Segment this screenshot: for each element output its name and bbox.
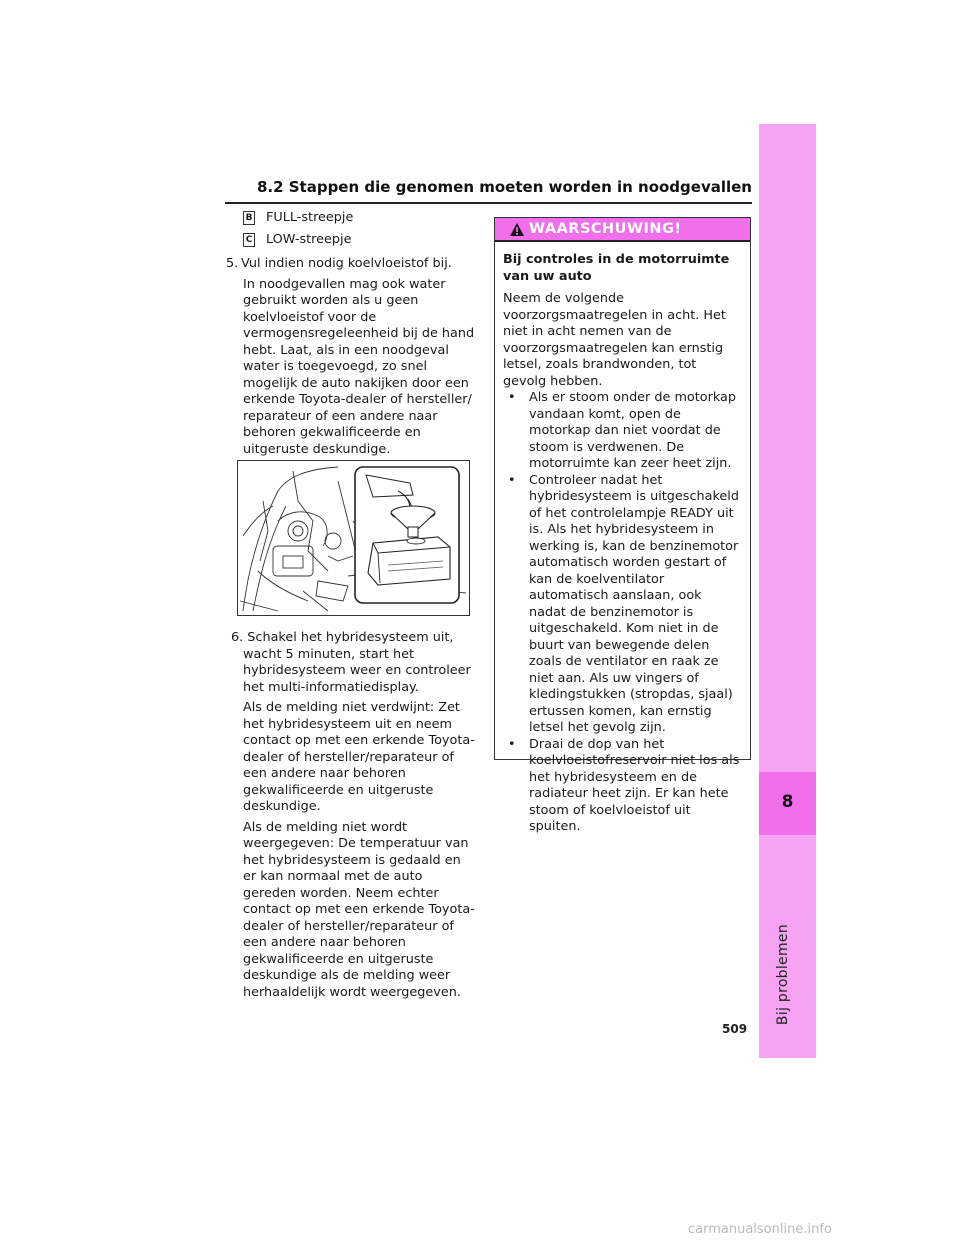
step-5-body: In noodgevallen mag ook water gebruikt worden als u geen koelvloeistof voor de vermogensregeleenheid bij de hand hebt. Laat, als in een noodgeval water is toegevoegd, zo snel mogelijk de auto nakijken door een erkende Toyota-dealer of hersteller/ reparateur of een andere naar behoren gekwalificeerde en uitgeruste deskundige. [243, 276, 475, 457]
warning-subtitle: Bij controles in de motorruimte van uw auto [503, 252, 730, 284]
step-6-paragraph-1: Als de melding niet verdwijnt: Zet het hybridesysteem uit en neem contact op met een erkende Toyota-dealer of hersteller/reparateur of een andere naar behoren gekwalificeerde en uitgeruste deskundige. [243, 700, 475, 814]
step-heading-text: Vul indien nodig koelvloeistof bij. [241, 256, 452, 271]
chapter-side-tab [759, 124, 816, 1058]
list-item [243, 230, 476, 250]
callout-badge-c: C [243, 233, 255, 247]
warning-body [495, 242, 750, 836]
step-number: 5. [226, 256, 239, 271]
list-item-text: FULL-streepje [266, 209, 354, 225]
chapter-number: 8 [781, 792, 794, 812]
bullet-text: Controleer nadat het hybridesysteem is uitgeschakeld of het controlelampje READY uit is. Als het hybridesysteem in werking is, kan de benzinemotor automatisch worden gestart of kan de koelventilator automatisch aanslaan, ook nadat de benzinemotor is uitgeschakeld. Kom niet in de buurt van bewegende delen zoals de ventilator en raak ze niet aan. Als uw vingers of kledingstukken (stropdas, sjaal) ertussen komen, kan ernstig letsel het gevolg zijn. [529, 472, 739, 735]
warning-triangle-icon [509, 222, 525, 237]
warning-header [495, 218, 750, 242]
step-5-heading [226, 256, 476, 273]
callout-badge-b: B [243, 211, 255, 225]
bullet-icon: • [508, 390, 516, 405]
list-item [503, 737, 742, 836]
warning-bullet-list [503, 390, 742, 836]
engine-bay-drawing-icon [238, 461, 469, 615]
bullet-text: Draai de dop van het koelvloeistofreservoir niet los als het hybridesysteem en de radiateur heet zijn. Er kan hete stoom of koelvloeistof uit spuiten. [529, 736, 740, 834]
engine-coolant-illustration [237, 460, 470, 616]
step-6 [231, 630, 476, 1001]
section-title: 8.2 Stappen die genomen moeten worden in noodgevallen [256, 178, 752, 196]
step-6-paragraph-2: Als de melding niet wordt weergegeven: De temperatuur van het hybridesysteem is gedaald en er kan normaal met de auto gereden worden. Neem echter contact op met een erkende Toyota-dealer of hersteller/reparateur of een andere naar behoren gekwalificeerde en uitgeruste deskundige als de melding weer herhaaldelijk wordt weergegeven. [243, 819, 475, 1000]
list-item-text: LOW-streepje [266, 231, 352, 247]
watermark: carmanualsonline.info [688, 1222, 832, 1237]
list-item [243, 208, 476, 228]
warning-title: WAARSCHUWING! [529, 221, 682, 237]
left-column [226, 206, 476, 458]
list-item [503, 473, 742, 737]
bullet-text: Als er stoom onder de motorkap vandaan komt, open de motorkap dan niet voordat de stoom is verdwenen. De motorruimte kan zeer heet zijn. [529, 390, 737, 471]
step-number: 6. [231, 630, 244, 645]
warning-box [494, 217, 751, 834]
bullet-icon: • [508, 472, 516, 488]
section-header [225, 178, 752, 204]
bullet-icon: • [508, 736, 516, 752]
step-6-heading [231, 630, 476, 696]
step-heading-text: Schakel het hybridesysteem uit, wacht 5 minuten, start het hybridesysteem weer en controleer het multi-informatiedisplay. [243, 630, 471, 695]
warning-intro: Neem de volgende voorzorgsmaatregelen in acht. Het niet in acht nemen van de voorzorgsmaatregelen kan ernstig letsel, zoals brandwonden, tot gevolg hebben. [503, 291, 726, 389]
chapter-title: Bij problemen [775, 924, 791, 1026]
page-number: 509 [722, 1022, 748, 1036]
list-item [503, 390, 742, 473]
